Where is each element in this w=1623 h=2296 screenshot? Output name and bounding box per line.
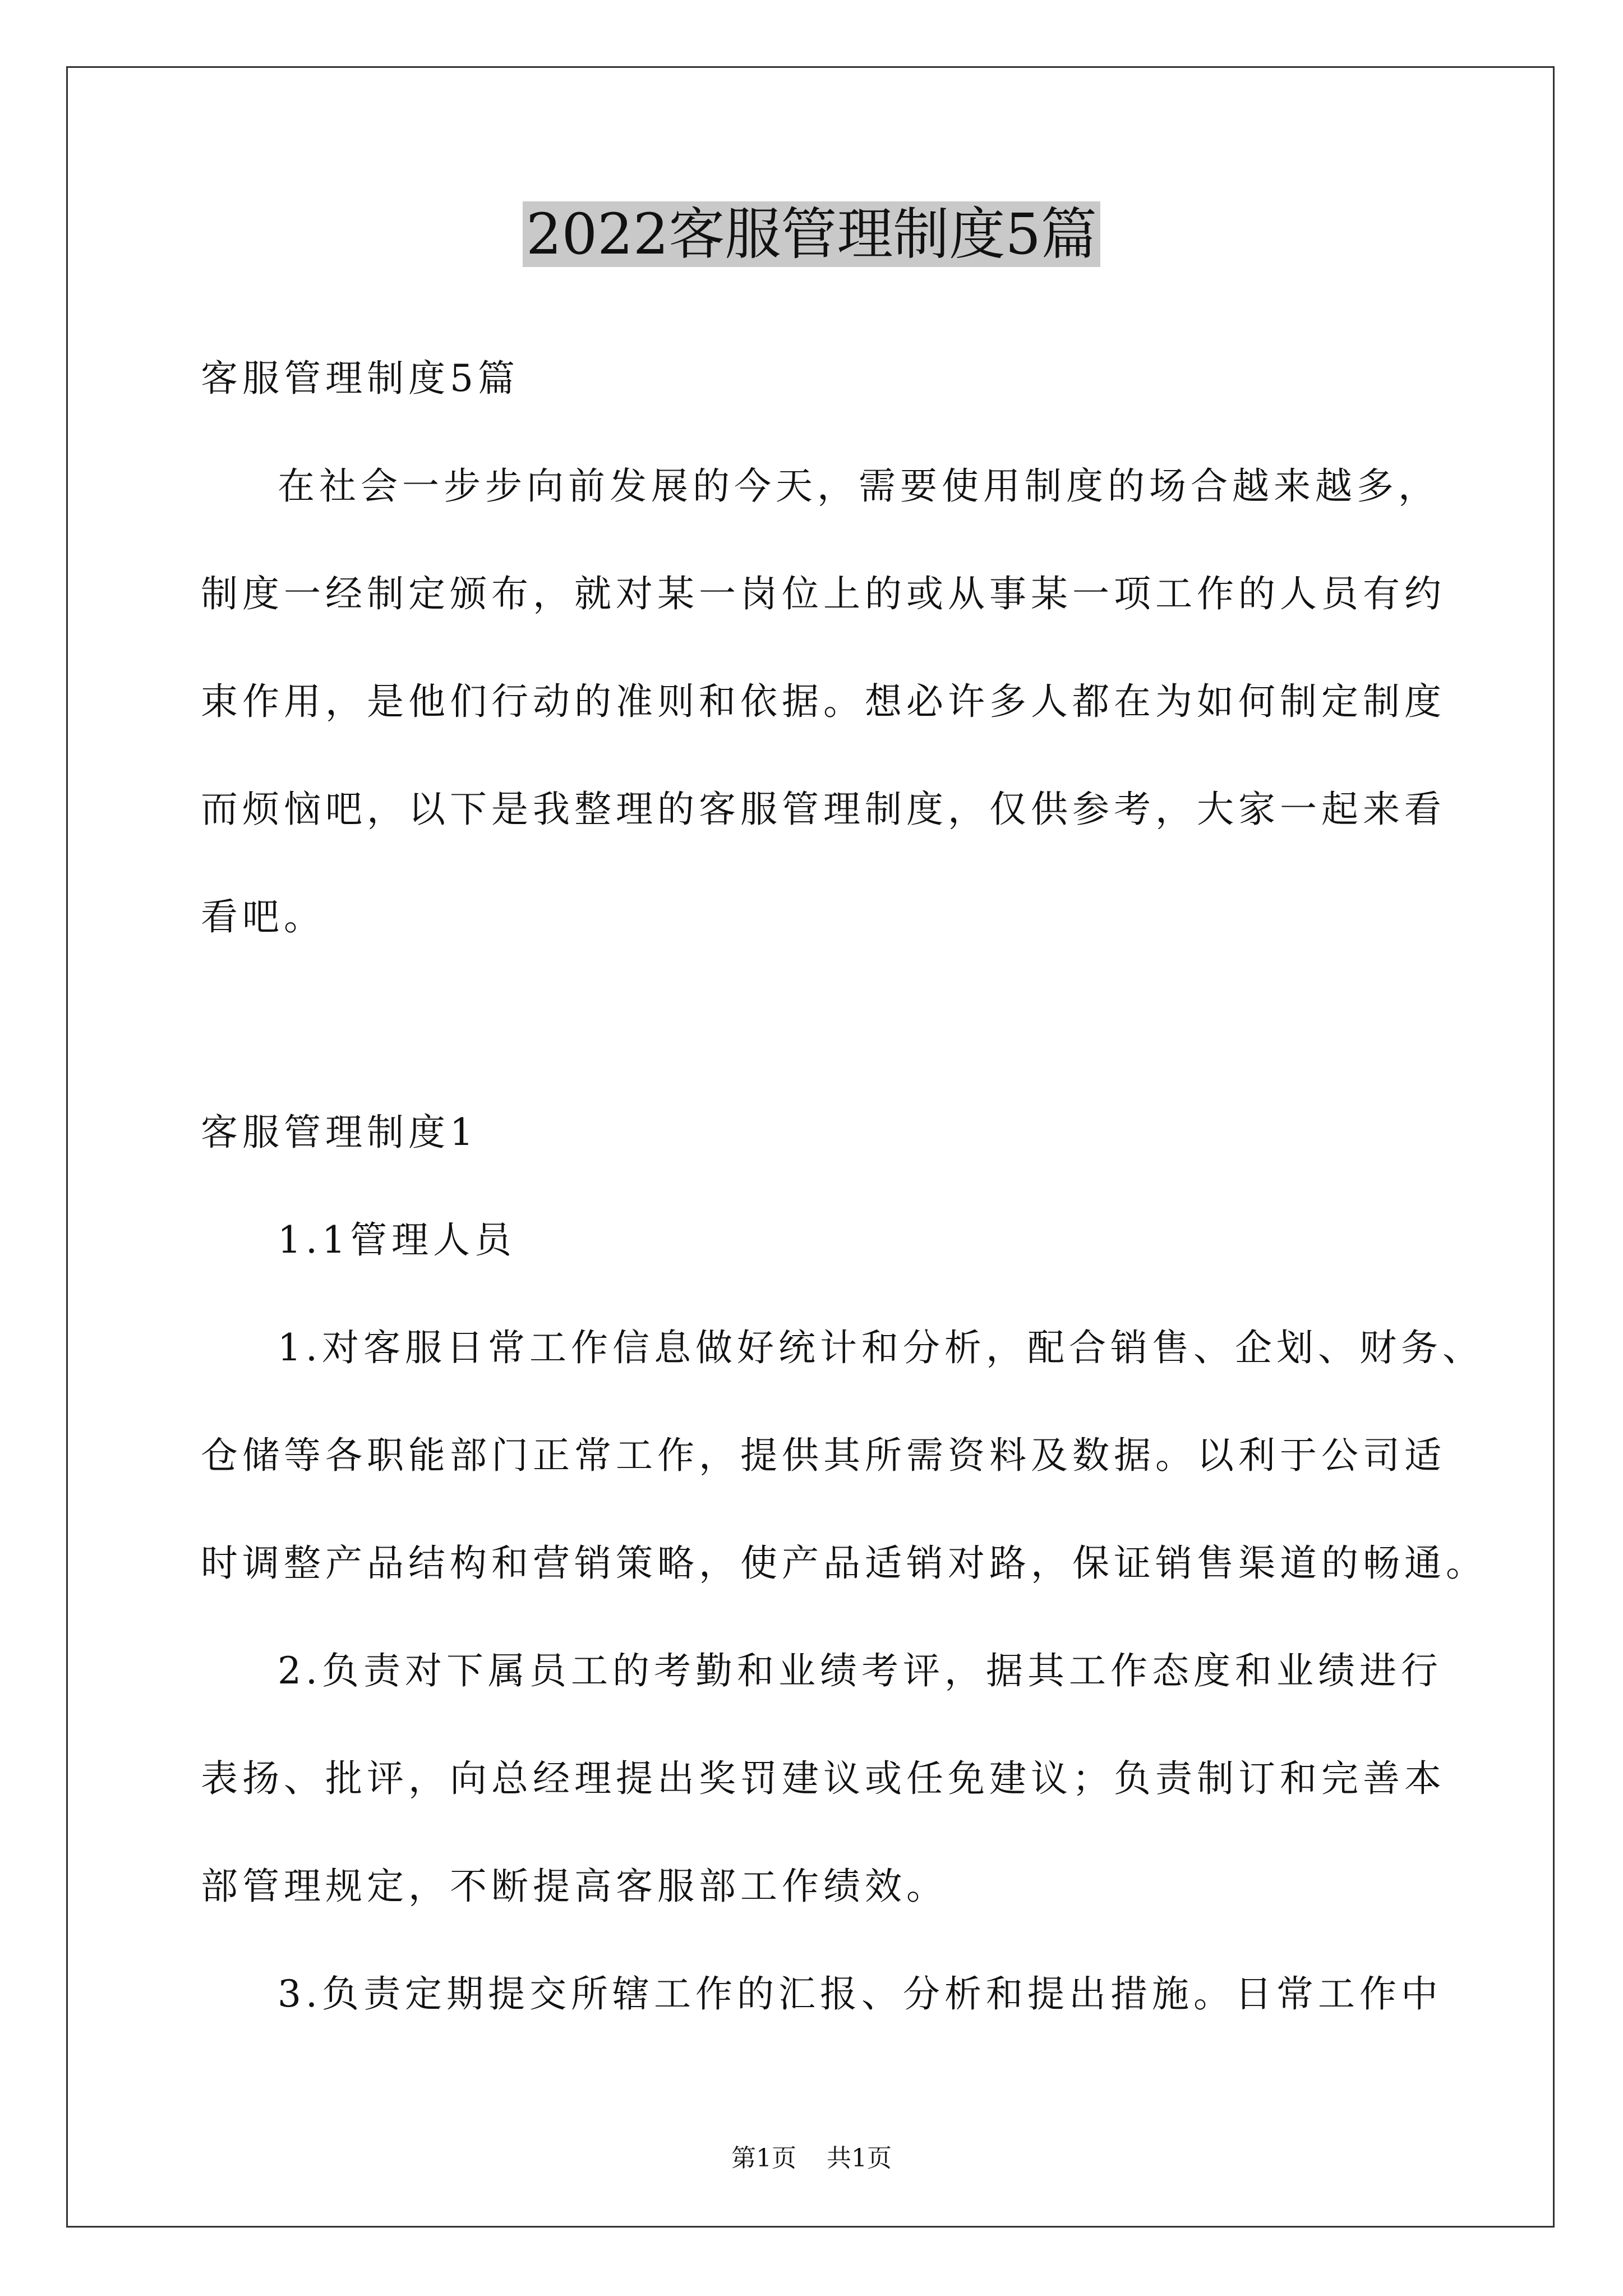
item1-line-2: 仓储等各职能部门正常工作，提供其所需资料及数据。以利于公司适 [201, 1434, 1446, 1477]
intro-line-5: 看吧。 [201, 895, 325, 938]
page-total: 共1页 [827, 2144, 892, 2173]
section-heading: 客服管理制度1 [201, 1111, 478, 1154]
intro-line-4: 而烦恼吧，以下是我整理的客服管理制度，仅供参考，大家一起来看 [201, 788, 1446, 831]
item2-line-3: 部管理规定，不断提高客服部工作绩效。 [201, 1865, 948, 1908]
item2-line-2: 表扬、批评，向总经理提出奖罚建议或任免建议；负责制订和完善本 [201, 1757, 1446, 1800]
document-subtitle: 客服管理制度5篇 [201, 357, 519, 400]
intro-line-2: 制度一经制定颁布，就对某一岗位上的或从事某一项工作的人员有约 [201, 572, 1446, 615]
page-footer [0, 2142, 1623, 2175]
intro-line-3: 束作用，是他们行动的准则和依据。想必许多人都在为如何制定制度 [201, 680, 1446, 723]
item2-line-1: 2.负责对下属员工的考勤和业绩考评，据其工作态度和业绩进行 [278, 1649, 1442, 1692]
item1-line-3: 时调整产品结构和营销策略，使产品适销对路，保证销售渠道的畅通。 [201, 1542, 1487, 1585]
intro-line-1: 在社会一步步向前发展的今天，需要使用制度的场合越来越多， [278, 464, 1440, 508]
document-title: 2022客服管理制度5篇 [0, 195, 1623, 274]
item3-line-1: 3.负责定期提交所辖工作的汇报、分析和提出措施。日常工作中 [278, 1972, 1442, 2016]
page-number: 第1页 [731, 2144, 796, 2173]
subsection-heading: 1.1管理人员 [278, 1218, 516, 1262]
item1-line-1: 1.对客服日常工作信息做好统计和分析，配合销售、企划、财务、 [278, 1326, 1484, 1369]
